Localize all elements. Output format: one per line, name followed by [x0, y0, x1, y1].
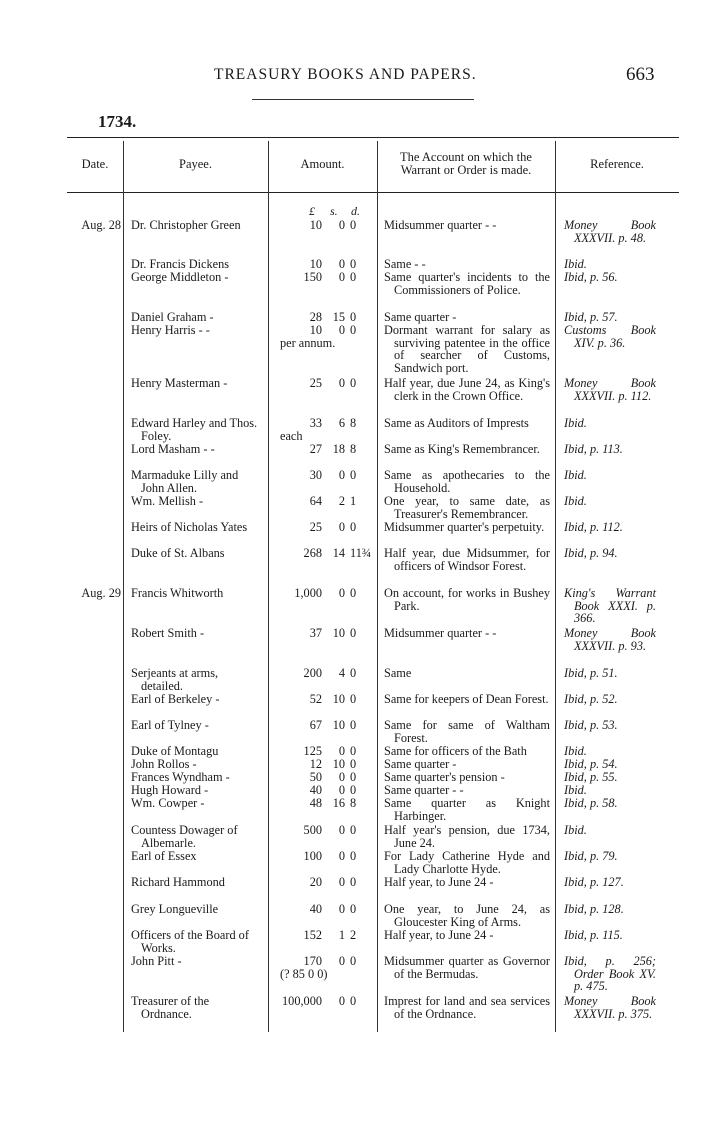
row-pounds-text: 40 — [309, 902, 322, 916]
row-payee-text: Grey Longueville — [131, 902, 219, 916]
row-payee — [131, 876, 263, 889]
row-pounds-text: 50 — [309, 770, 322, 784]
row-pence-text: 0 — [350, 666, 357, 680]
row-pence-text: 0 — [350, 823, 357, 837]
row-pence — [350, 258, 374, 271]
row-reference-text: Ibid, p. 79. — [564, 849, 618, 863]
row-pounds-text: 152 — [303, 928, 322, 942]
row-pounds — [272, 995, 322, 1008]
row-payee-text: Wm. Mellish - — [131, 494, 204, 508]
row-reference — [564, 667, 656, 680]
row-pence — [350, 929, 374, 942]
row-pence-text: 0 — [350, 718, 357, 732]
header-date: Date. — [81, 157, 109, 171]
row-shillings — [325, 324, 345, 337]
row-payee — [131, 771, 263, 784]
row-account — [384, 824, 550, 849]
row-amount-note-text: per annum. — [280, 336, 336, 350]
row-reference-text: Ibid, p. 112. — [564, 520, 623, 534]
row-account-text: Same - - — [384, 257, 426, 271]
row-pounds-text: 20 — [309, 875, 322, 889]
row-account-text: One year, to same date, as Treasurer's Remembrancer. — [384, 494, 550, 521]
row-pence — [350, 311, 374, 324]
row-shillings-text: 0 — [338, 323, 345, 337]
row-pence-text: 0 — [350, 770, 357, 784]
row-pence-text: 11¾ — [350, 546, 372, 560]
year-heading: 1734. — [98, 112, 137, 131]
row-account — [384, 797, 550, 822]
row-pounds-text: 100 — [303, 849, 322, 863]
row-shillings-text: 0 — [338, 744, 345, 758]
row-shillings-text: 0 — [338, 902, 345, 916]
row-payee — [131, 258, 263, 271]
row-pounds-text: 10 — [309, 257, 322, 271]
row-pence-text: 0 — [350, 626, 357, 640]
row-shillings-text: 0 — [338, 270, 345, 284]
row-pounds-text: 52 — [309, 692, 322, 706]
row-shillings — [325, 850, 345, 863]
row-payee-text: Earl of Essex — [131, 849, 197, 863]
row-account-text: Same — [384, 666, 412, 680]
row-reference-text: Ibid. — [564, 783, 587, 797]
row-pence-text: 0 — [350, 586, 357, 600]
row-account-text: Same as apothecaries to the Household. — [384, 468, 550, 495]
row-shillings-text: 14 — [332, 546, 345, 560]
row-payee-text: Duke of St. Albans — [131, 546, 225, 560]
row-account — [384, 929, 550, 942]
row-pence-text: 0 — [350, 994, 357, 1008]
row-pence — [350, 219, 374, 232]
row-shillings — [325, 995, 345, 1008]
row-payee — [131, 271, 263, 284]
page-number: 663 — [626, 64, 655, 85]
row-account — [384, 771, 550, 784]
row-shillings-text: 0 — [338, 586, 345, 600]
row-account — [384, 903, 550, 928]
row-account — [384, 745, 550, 758]
row-shillings-text: 16 — [332, 796, 345, 810]
row-reference-text: Ibid. — [564, 257, 587, 271]
row-account — [384, 876, 550, 889]
row-payee-text: Henry Harris - - — [131, 323, 210, 337]
row-pounds — [272, 311, 322, 324]
row-shillings-text: 0 — [338, 783, 345, 797]
row-pence — [350, 271, 374, 284]
row-shillings-text: 0 — [338, 994, 345, 1008]
row-shillings-text: 0 — [338, 376, 345, 390]
row-account-text: Same as King's Remembrancer. — [384, 442, 540, 456]
row-reference-text: Ibid, p. 256; Order Book XV. p. 475. — [564, 954, 656, 994]
row-payee-text: Francis Whitworth — [131, 586, 224, 600]
row-pounds-text: 67 — [309, 718, 322, 732]
row-shillings — [325, 311, 345, 324]
row-pence — [350, 784, 374, 797]
row-pence — [350, 824, 374, 837]
row-payee — [131, 955, 263, 968]
row-account-text: Same quarter - — [384, 310, 457, 324]
row-pence — [350, 324, 374, 337]
row-pounds — [272, 824, 322, 837]
row-pounds-text: 200 — [303, 666, 322, 680]
row-pounds-text: 268 — [303, 546, 322, 560]
row-account-text: Half year, to June 24 - — [384, 928, 494, 942]
row-pounds-text: 170 — [303, 954, 322, 968]
row-pounds — [272, 219, 322, 232]
row-shillings-text: 10 — [332, 757, 345, 771]
row-reference-text: Ibid, p. 54. — [564, 757, 618, 771]
row-account-text: Same quarter's incidents to the Commissioners of Police. — [384, 270, 550, 297]
row-payee-text: Richard Hammond — [131, 875, 225, 889]
row-amount-note — [280, 337, 380, 350]
row-payee-text: Officers of the Board of Works. — [131, 928, 249, 955]
row-payee-text: George Middleton - — [131, 270, 229, 284]
row-account-text: Midsummer quarter - - — [384, 218, 497, 232]
row-payee — [131, 850, 263, 863]
row-shillings-text: 1 — [338, 928, 345, 942]
row-account-text: For Lady Catherine Hyde and Lady Charlotte Hyde. — [384, 849, 550, 876]
row-account-text: Same for officers of the Bath — [384, 744, 527, 758]
row-shillings — [325, 824, 345, 837]
row-pounds-text: 25 — [309, 376, 322, 390]
row-account — [384, 995, 550, 1020]
row-payee — [131, 784, 263, 797]
row-shillings — [325, 271, 345, 284]
row-pounds-text: 48 — [309, 796, 322, 810]
row-reference-text: Money Book XXXVII. p. 375. — [564, 994, 656, 1021]
row-pence-text: 0 — [350, 323, 357, 337]
header-reference: Reference. — [590, 157, 644, 171]
row-pounds — [272, 271, 322, 284]
row-payee — [131, 417, 263, 442]
row-pounds — [272, 903, 322, 916]
row-account — [384, 784, 550, 797]
row-pence-text: 0 — [350, 468, 357, 482]
row-reference-text: Ibid, p. 56. — [564, 270, 618, 284]
row-pence-text: 0 — [350, 875, 357, 889]
row-shillings — [325, 377, 345, 390]
row-shillings-text: 10 — [332, 718, 345, 732]
header-account: The Account on which the Warrant or Order is made. — [400, 150, 532, 177]
row-account-text: Same for same of Waltham Forest. — [384, 718, 550, 745]
row-payee-text: Dr. Christopher Green — [131, 218, 241, 232]
row-reference-text: Ibid. — [564, 823, 587, 837]
row-reference-text: Ibid. — [564, 744, 587, 758]
row-reference-text: Ibid, p. 127. — [564, 875, 624, 889]
row-amount-note-text: (? 85 0 0) — [280, 967, 328, 981]
row-pence-text: 0 — [350, 520, 357, 534]
row-shillings — [325, 876, 345, 889]
row-pence — [350, 850, 374, 863]
row-pence-text: 0 — [350, 310, 357, 324]
row-shillings-text: 0 — [338, 770, 345, 784]
row-pounds-text: 37 — [309, 626, 322, 640]
row-reference-text: King's Warrant Book XXXI. p. 366. — [564, 586, 656, 626]
row-shillings-text: 4 — [338, 666, 345, 680]
row-reference — [564, 719, 656, 732]
row-payee-text: Henry Masterman - — [131, 376, 228, 390]
row-account-text: Half year's pension, due 1734, June 24. — [384, 823, 550, 850]
row-shillings-text: 15 — [332, 310, 345, 324]
row-reference — [564, 995, 656, 1020]
row-shillings-text: 6 — [338, 416, 345, 430]
row-pounds-text: 28 — [309, 310, 322, 324]
row-payee — [131, 797, 263, 810]
row-reference — [564, 693, 656, 706]
row-pence-text: 0 — [350, 218, 357, 232]
row-reference — [564, 850, 656, 863]
row-amount-note — [280, 968, 380, 981]
row-pounds — [272, 258, 322, 271]
row-payee — [131, 758, 263, 771]
row-pence — [350, 955, 374, 968]
row-shillings-text: 10 — [332, 626, 345, 640]
header-payee: Payee. — [179, 157, 212, 171]
row-payee-text: Daniel Graham - — [131, 310, 214, 324]
row-reference — [564, 929, 656, 942]
row-account-text: Half year, due June 24, as King's clerk in the Crown Office. — [384, 376, 550, 403]
row-account-text: Midsummer quarter as Governor of the Bermudas. — [384, 954, 550, 981]
row-pounds-text: 25 — [309, 520, 322, 534]
title-rule — [252, 99, 474, 100]
row-shillings-text: 0 — [338, 218, 345, 232]
row-pounds — [272, 377, 322, 390]
row-pounds — [272, 850, 322, 863]
row-date — [73, 219, 121, 232]
row-account-text: One year, to June 24, as Gloucester King of Arms. — [384, 902, 550, 929]
row-reference — [564, 758, 656, 771]
row-pounds-text: 10 — [309, 218, 322, 232]
row-pounds-text: 150 — [303, 270, 322, 284]
row-account-text: Same quarter as Knight Harbinger. — [384, 796, 550, 823]
row-account — [384, 219, 550, 232]
row-account-text: Same quarter - - — [384, 783, 464, 797]
row-shillings-text: 0 — [338, 823, 345, 837]
row-account-text: Half year, to June 24 - — [384, 875, 494, 889]
row-pounds — [272, 955, 322, 968]
row-account — [384, 955, 550, 980]
row-date — [73, 587, 121, 600]
row-reference-text: Ibid, p. 52. — [564, 692, 618, 706]
row-reference — [564, 745, 656, 758]
row-payee-text: Wm. Cowper - — [131, 796, 205, 810]
row-shillings — [325, 903, 345, 916]
row-shillings-text: 2 — [338, 494, 345, 508]
header-amount: Amount. — [300, 157, 345, 171]
row-reference — [564, 219, 656, 244]
row-pence — [350, 771, 374, 784]
row-shillings — [325, 929, 345, 942]
row-pence-text: 0 — [350, 954, 357, 968]
row-reference-text: Money Book XXXVII. p. 93. — [564, 626, 656, 653]
row-date-text: Aug. 29 — [81, 586, 121, 600]
row-pence-text: 2 — [350, 928, 357, 942]
row-payee-text: Dr. Francis Dickens — [131, 257, 230, 271]
row-reference-text: Ibid, p. 115. — [564, 928, 623, 942]
row-reference-text: Ibid, p. 128. — [564, 902, 624, 916]
row-payee-text: Treasurer of the Ordnance. — [131, 994, 210, 1021]
row-shillings-text: 10 — [332, 692, 345, 706]
row-payee — [131, 443, 263, 456]
row-payee — [131, 324, 263, 337]
row-reference — [564, 771, 656, 784]
row-reference-text: Money Book XXXVII. p. 112. — [564, 376, 656, 403]
row-payee-text: Marmaduke Lilly and John Allen. — [131, 468, 239, 495]
row-account-text: Imprest for land and sea services of the Ordnance. — [384, 994, 550, 1021]
header-bottom-rule — [67, 192, 679, 193]
row-shillings-text: 0 — [338, 520, 345, 534]
row-payee-text: Serjeants at arms, detailed. — [131, 666, 219, 693]
row-pence — [350, 876, 374, 889]
row-payee-text: Heirs of Nicholas Yates — [131, 520, 248, 534]
row-pence-text: 8 — [350, 796, 357, 810]
row-reference — [564, 784, 656, 797]
row-account-text: Same for keepers of Dean Forest. — [384, 692, 549, 706]
column-divider — [123, 141, 124, 1032]
row-payee-text: Countess Dowager of Albemarle. — [131, 823, 238, 850]
row-account — [384, 850, 550, 875]
row-payee-text: Edward Harley and Thos. Foley. — [131, 416, 258, 443]
row-account-text: Midsummer quarter - - — [384, 626, 497, 640]
row-payee — [131, 377, 263, 390]
row-payee-text: Robert Smith - — [131, 626, 205, 640]
row-pence-text: 8 — [350, 442, 357, 456]
row-pounds — [272, 929, 322, 942]
row-pounds-text: 27 — [309, 442, 322, 456]
row-shillings — [325, 219, 345, 232]
row-reference — [564, 876, 656, 889]
row-reference — [564, 797, 656, 810]
row-pounds-text: 1,000 — [294, 586, 322, 600]
row-payee — [131, 824, 263, 849]
row-pence-text: 0 — [350, 270, 357, 284]
row-reference — [564, 903, 656, 916]
row-reference-text: Ibid, p. 94. — [564, 546, 618, 560]
row-shillings-text: 0 — [338, 954, 345, 968]
row-pence-text: 0 — [350, 757, 357, 771]
row-account-text: On account, for works in Bushey Park. — [384, 586, 550, 613]
row-shillings — [325, 258, 345, 271]
page-title: TREASURY BOOKS AND PAPERS. — [214, 66, 477, 83]
row-reference-text: Ibid. — [564, 416, 587, 430]
row-pence-text: 0 — [350, 376, 357, 390]
row-reference-text: Ibid, p. 57. — [564, 310, 618, 324]
row-reference-text: Ibid, p. 113. — [564, 442, 623, 456]
row-pence-text: 0 — [350, 902, 357, 916]
row-payee-text: Earl of Tylney - — [131, 718, 209, 732]
row-shillings-text: 0 — [338, 849, 345, 863]
row-shillings-text: 0 — [338, 468, 345, 482]
row-pounds-text: 64 — [309, 494, 322, 508]
row-reference-text: Ibid, p. 58. — [564, 796, 618, 810]
row-reference-text: Ibid. — [564, 468, 587, 482]
row-payee-text: John Rollos - — [131, 757, 197, 771]
row-reference-text: Ibid, p. 51. — [564, 666, 618, 680]
row-account-text: Midsummer quarter's perpetuity. — [384, 520, 545, 534]
unit-pounds: £ — [309, 204, 315, 218]
row-reference-text: Money Book XXXVII. p. 48. — [564, 218, 656, 245]
row-reference-text: Ibid, p. 55. — [564, 770, 618, 784]
row-pounds-text: 33 — [309, 416, 322, 430]
row-shillings — [325, 784, 345, 797]
row-shillings-text: 0 — [338, 257, 345, 271]
row-payee-text: Earl of Berkeley - — [131, 692, 220, 706]
row-pounds-text: 10 — [309, 323, 322, 337]
row-pounds — [272, 876, 322, 889]
row-payee — [131, 929, 263, 954]
row-reference-text: Ibid. — [564, 494, 587, 508]
row-payee-text: Lord Masham - - — [131, 442, 215, 456]
row-pounds-text: 12 — [309, 757, 322, 771]
row-account-text: Same as Auditors of Imprests — [384, 416, 529, 430]
row-account-text: Half year, due Midsummer, for officers of Windsor Forest. — [384, 546, 550, 573]
row-shillings-text: 0 — [338, 875, 345, 889]
row-reference — [564, 627, 656, 652]
row-date-text: Aug. 28 — [81, 218, 121, 232]
row-pounds-text: 100,000 — [282, 994, 322, 1008]
row-payee — [131, 995, 263, 1020]
row-account — [384, 758, 550, 771]
row-payee-text: Frances Wyndham - — [131, 770, 230, 784]
row-pence-text: 0 — [350, 783, 357, 797]
row-shillings — [325, 797, 345, 810]
row-payee-text: Hugh Howard - — [131, 783, 209, 797]
row-reference — [564, 955, 656, 993]
row-pounds — [272, 324, 322, 337]
row-pence-text: 0 — [350, 692, 357, 706]
row-shillings-text: 18 — [332, 442, 345, 456]
row-pence-text: 8 — [350, 416, 357, 430]
row-reference-text: Ibid, p. 53. — [564, 718, 618, 732]
row-pence — [350, 995, 374, 1008]
row-account — [384, 258, 550, 271]
row-pence-text: 0 — [350, 257, 357, 271]
row-pence — [350, 797, 374, 810]
row-account-text: Dormant warrant for salary as surviving patentee in the office of searcher of Customs, Sandwich port. — [384, 323, 550, 375]
row-account-text: Same quarter's pension - — [384, 770, 505, 784]
row-shillings — [325, 955, 345, 968]
row-pence-text: 1 — [350, 494, 357, 508]
row-pence-text: 0 — [350, 744, 357, 758]
row-pounds-text: 30 — [309, 468, 322, 482]
row-reference — [564, 824, 656, 837]
row-payee — [131, 311, 263, 324]
row-pence-text: 0 — [350, 849, 357, 863]
row-payee-text: John Pitt - — [131, 954, 182, 968]
row-pounds-text: 500 — [303, 823, 322, 837]
table-top-rule — [67, 137, 679, 138]
row-payee — [131, 903, 263, 916]
row-payee-text: Duke of Montagu — [131, 744, 219, 758]
row-amount-note-text: each — [280, 429, 303, 443]
unit-pence: d. — [351, 204, 360, 218]
row-pence — [350, 903, 374, 916]
row-payee — [131, 219, 263, 232]
row-reference-text: Customs Book XIV. p. 36. — [564, 323, 656, 350]
row-account-text: Same quarter - — [384, 757, 457, 771]
unit-shillings: s. — [330, 204, 338, 218]
row-pounds-text: 125 — [303, 744, 322, 758]
row-pounds-text: 40 — [309, 783, 322, 797]
